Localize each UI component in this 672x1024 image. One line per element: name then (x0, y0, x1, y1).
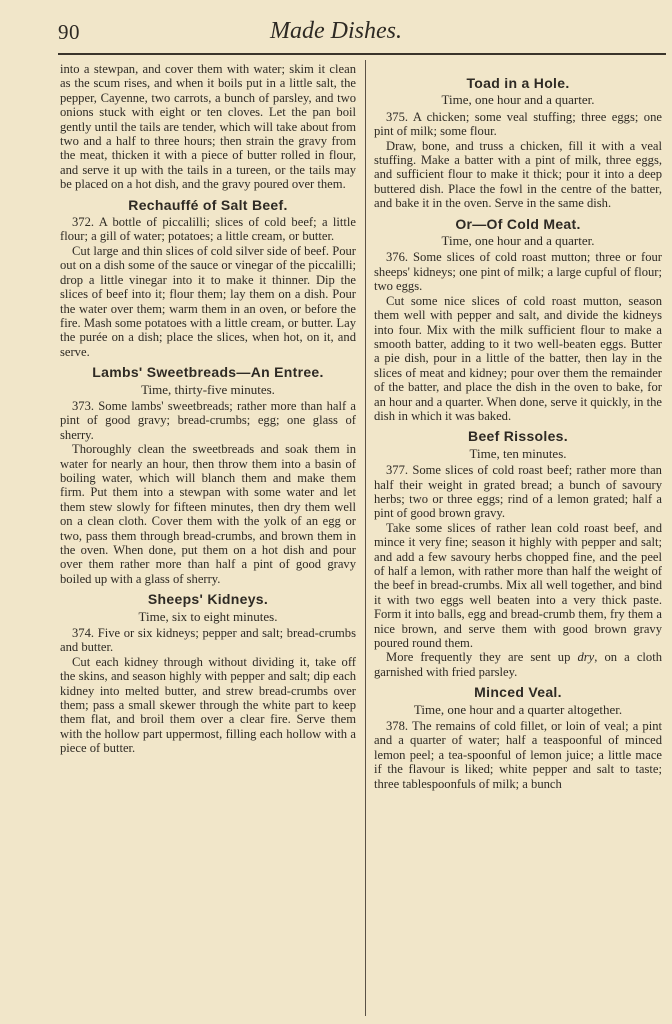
recipe-number: 377. (386, 463, 409, 478)
recipe-note-377 (374, 650, 662, 679)
note-text-end: , on a cloth garnished with fried parsley. (374, 650, 663, 679)
recipe-title-376: Or—Of Cold Meat. (455, 215, 581, 232)
recipe-method-375: Draw, bone, and truss a chicken, fill it with a veal stuffing. Make a batter with a pint of milk, three eggs, and sufficient flour to make it thick; pour it into a deep buttered dish. Place the fowl in the centre of the batter, and bake it in the oven. Serve in the same dish. (374, 138, 662, 211)
recipe-title-374: Sheeps' Kidneys. (147, 591, 269, 608)
ingredients-text: A bottle of piccalilli; slices of cold beef; a little flour; a gill of water; potatoes; a little cream, or butter. (60, 215, 356, 244)
recipe-method-372: Cut large and thin slices of cold silver side of beef. Pour out on a dish some of the sauce or vinegar of the piccalilli; drop a little vinegar into it to make it thinner. Dip the slices of beef into it; flour them; lay them on a dish. Pour the water over them; warm them in an oven, or before the fire. Mash some potatoes with a little cream, or butter. Lay the purée on a dish; place the slices, when hot, on it, and serve. (60, 243, 356, 359)
right-column (374, 62, 662, 791)
page-header (0, 0, 672, 56)
recipe-method-373: Thoroughly clean the sweetbreads and soak them in water for nearly an hour, then throw them into a basin of boiling water, which will blanch them and make them firm. Put them into a stewpan with some water and let them stew slowly for fifteen minutes, then dry them well on a clean cloth. Cover them with the yolk of an egg or two, pass them through bread-crumbs, and brown them in the oven. When done, put them on a hot dish and pour over them rather more than half a pint of good gravy boiled up with a glass of sherry. (60, 442, 356, 586)
recipe-title-377: Beef Rissoles. (468, 428, 568, 445)
column-divider (365, 60, 366, 1016)
recipe-ingredients-373 (60, 399, 356, 442)
recipe-ingredients-376 (374, 250, 662, 293)
recipe-ingredients-375 (374, 110, 662, 139)
recipe-number: 374. (72, 626, 95, 641)
recipe-time-375: Time, one hour and a quarter. (441, 92, 595, 108)
recipe-time-373: Time, thirty-five minutes. (141, 381, 275, 397)
recipe-title-375: Toad in a Hole. (466, 75, 570, 91)
recipe-method-377: Take some slices of rather lean cold roast beef, and mince it very fine; season it highly with pepper and salt; and add a few savoury herbs chopped fine, and the peel of half a lemon, with rather more than half the weight of the beef in bread-crumbs. Mix all well together, and bind it with two eggs well beaten into a very thick paste. Form it into balls, egg and bread-crumb them, fry them a nice brown, and serve them with good brown gravy poured round them. (374, 520, 662, 651)
ingredients-text: The remains of cold fillet, or loin of veal; a pint and a quarter of water; half a teaspoonful of minced lemon peel; a tea-spoonful of lemon juice; a little mace if the flavour is liked; white pepper and salt to taste; three tablespoonfuls of milk; a bunch (374, 719, 662, 791)
recipe-number: 372. (72, 215, 95, 230)
recipe-number: 375. (386, 109, 409, 124)
recipe-time-378: Time, one hour and a quarter altogether. (413, 701, 623, 717)
recipe-time-376: Time, one hour and a quarter. (441, 233, 595, 249)
continued-paragraph: into a stewpan, and cover them with water; skim it clean as the scum rises, and when it boils put in a little salt, the pepper, Cayenne, two carrots, a bunch of parsley, and two onions stuck with eight or ten cloves. Let the pan boil gently until the tails are tender, which will take about from two and a half to three hours; then strain the gravy from the meat, thicken it with a piece of butter rolled in flour, and serve it up with the tails in a tureen, or the tails may be placed on a hot dish, and the gravy poured over them. (60, 62, 356, 192)
recipe-ingredients-374 (60, 626, 356, 655)
note-emphasis: dry (577, 650, 595, 665)
recipe-method-376: Cut some nice slices of cold roast mutton, season them well with pepper and salt, and divide the kidneys into four. Mix with the milk sufficient flour to make a smooth batter, adding to it two well-beaten eggs. Butter a pie dish, pour in a little of the batter, then lay in the slices of meat and kidney; pour over them the remainder of the batter, and place the dish in the oven to bake, for an hour and a quarter. When done, serve it quickly, in the dish in which it was baked. (374, 293, 662, 423)
running-title: Made Dishes. (270, 18, 402, 44)
recipe-ingredients-377 (374, 463, 662, 521)
ingredients-text: Some slices of cold roast mutton; three or four sheeps' kidneys; one pint of milk; a large cupful of flour; two eggs. (374, 250, 662, 294)
header-rule (58, 53, 666, 55)
page-number: 90 (58, 20, 80, 44)
recipe-title-378: Minced Veal. (474, 684, 562, 701)
recipe-number: 373. (72, 398, 95, 413)
note-text: More frequently they are sent up (386, 650, 578, 665)
recipe-time-377: Time, ten minutes. (469, 445, 567, 461)
recipe-title-372: Rechauffé of Salt Beef. (128, 196, 288, 213)
ingredients-text: Some slices of cold roast beef; rather more than half their weight in grated bread; a bunch of savoury herbs; two or three eggs; rind of a lemon grated; half a pint of good brown gravy. (374, 463, 662, 521)
recipe-ingredients-378 (374, 719, 662, 791)
ingredients-text: Five or six kidneys; pepper and salt; bread-crumbs and butter. (60, 626, 356, 655)
left-column (60, 62, 356, 756)
recipe-method-374: Cut each kidney through without dividing it, take off the skins, and season highly with pepper and salt; dip each kidney into melted butter, and strew bread-crumbs over them; pass a small skewer through the white part to keep them flat, and broil them over a clear fire. Serve them with the hollow part uppermost, filling each hollow with a piece of butter. (60, 654, 356, 756)
recipe-ingredients-372 (60, 215, 356, 244)
ingredients-text: A chicken; some veal stuffing; three eggs; one pint of milk; some flour. (374, 109, 662, 139)
recipe-number: 376. (386, 250, 409, 265)
recipe-time-374: Time, six to eight minutes. (138, 608, 278, 624)
recipe-number: 378. (386, 719, 409, 734)
recipe-title-373: Lambs' Sweetbreads—An Entree. (92, 364, 324, 381)
ingredients-text: Some lambs' sweetbreads; rather more than half a pint of good gravy; bread-crumbs; egg; one glass of sherry. (60, 398, 356, 442)
